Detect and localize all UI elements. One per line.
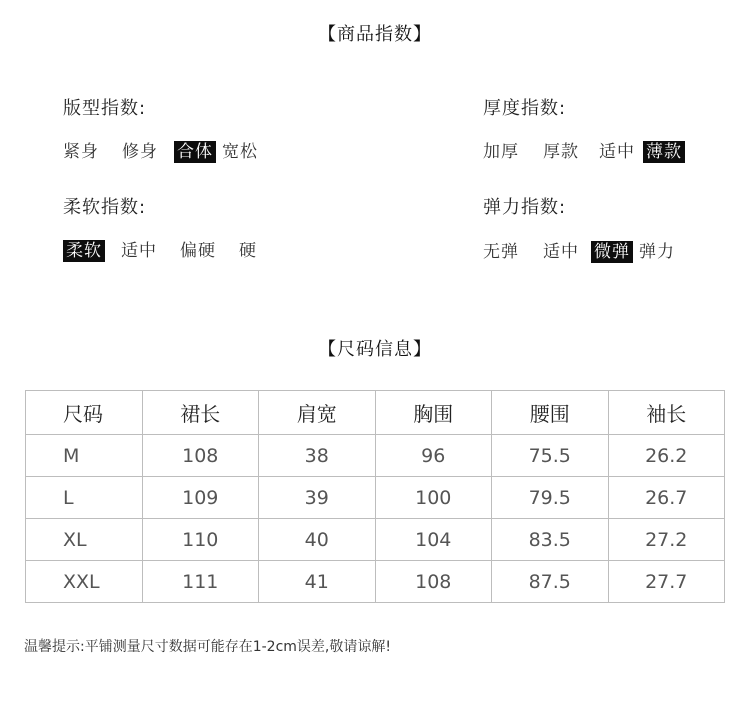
shoulder-width-cell: 40 — [259, 519, 376, 561]
thickness-option-3: 适中 — [599, 142, 635, 162]
thickness-index-label — [483, 94, 566, 120]
fit-option-selected: 合体 — [174, 141, 216, 163]
sleeve-length-cell: 26.2 — [608, 435, 725, 477]
table-row — [26, 561, 725, 603]
bust-cell: 108 — [375, 561, 492, 603]
bust-cell: 100 — [375, 477, 492, 519]
shoulder-width-cell: 41 — [259, 561, 376, 603]
header-sleeve-length: 袖长 — [608, 391, 725, 435]
softness-index-options — [63, 240, 257, 262]
elasticity-option-selected: 微弹 — [591, 241, 633, 263]
thickness-option-selected: 薄款 — [643, 141, 685, 163]
thickness-index-options — [483, 141, 685, 163]
softness-option-3: 偏硬 — [180, 241, 216, 261]
waist-cell: 83.5 — [492, 519, 609, 561]
elasticity-option-4: 弹力 — [639, 242, 675, 262]
sleeve-length-cell: 27.2 — [608, 519, 725, 561]
header-bust: 胸围 — [375, 391, 492, 435]
shoulder-width-cell: 38 — [259, 435, 376, 477]
dress-length-cell: 111 — [142, 561, 259, 603]
header-size: 尺码 — [26, 391, 143, 435]
bust-cell: 104 — [375, 519, 492, 561]
table-row — [26, 519, 725, 561]
softness-index-label-text: 柔软指数: — [63, 197, 147, 218]
elasticity-option-1: 无弹 — [483, 242, 519, 262]
size-cell: L — [26, 477, 143, 519]
softness-option-2: 适中 — [121, 241, 157, 261]
table-row — [26, 477, 725, 519]
waist-cell: 79.5 — [492, 477, 609, 519]
dress-length-cell: 109 — [142, 477, 259, 519]
size-cell: M — [26, 435, 143, 477]
header-dress-length: 裙长 — [142, 391, 259, 435]
elasticity-index-options — [483, 241, 675, 263]
bust-cell: 96 — [375, 435, 492, 477]
shoulder-width-cell: 39 — [259, 477, 376, 519]
thickness-index-label-text: 厚度指数: — [483, 98, 567, 119]
thickness-option-1: 加厚 — [483, 142, 519, 162]
dress-length-cell: 110 — [142, 519, 259, 561]
fit-index-label — [63, 94, 146, 120]
product-index-title: 【商品指数】 — [318, 24, 432, 45]
size-info-title: 【尺码信息】 — [318, 339, 432, 360]
fit-option-2: 修身 — [122, 142, 158, 162]
fit-index-label-text: 版型指数: — [63, 98, 147, 119]
softness-option-4: 硬 — [239, 241, 257, 261]
size-cell: XXL — [26, 561, 143, 603]
size-cell: XL — [26, 519, 143, 561]
table-row — [26, 435, 725, 477]
waist-cell: 75.5 — [492, 435, 609, 477]
size-table-header-row — [26, 391, 725, 435]
sleeve-length-cell: 26.7 — [608, 477, 725, 519]
waist-cell: 87.5 — [492, 561, 609, 603]
elasticity-index-label-text: 弹力指数: — [483, 197, 567, 218]
elasticity-option-2: 适中 — [543, 242, 579, 262]
elasticity-index-label — [483, 193, 566, 219]
fit-index-options — [63, 141, 258, 163]
fit-option-1: 紧身 — [63, 142, 99, 162]
header-shoulder-width: 肩宽 — [259, 391, 376, 435]
softness-option-selected: 柔软 — [63, 240, 105, 262]
dress-length-cell: 108 — [142, 435, 259, 477]
thickness-option-2: 厚款 — [543, 142, 579, 162]
size-table — [25, 390, 725, 603]
header-waist: 腰围 — [492, 391, 609, 435]
softness-index-label — [63, 193, 146, 219]
fit-option-4: 宽松 — [222, 142, 258, 162]
sleeve-length-cell: 27.7 — [608, 561, 725, 603]
measurement-note: 温馨提示:平铺测量尺寸数据可能存在1-2cm误差,敬请谅解! — [24, 639, 391, 655]
